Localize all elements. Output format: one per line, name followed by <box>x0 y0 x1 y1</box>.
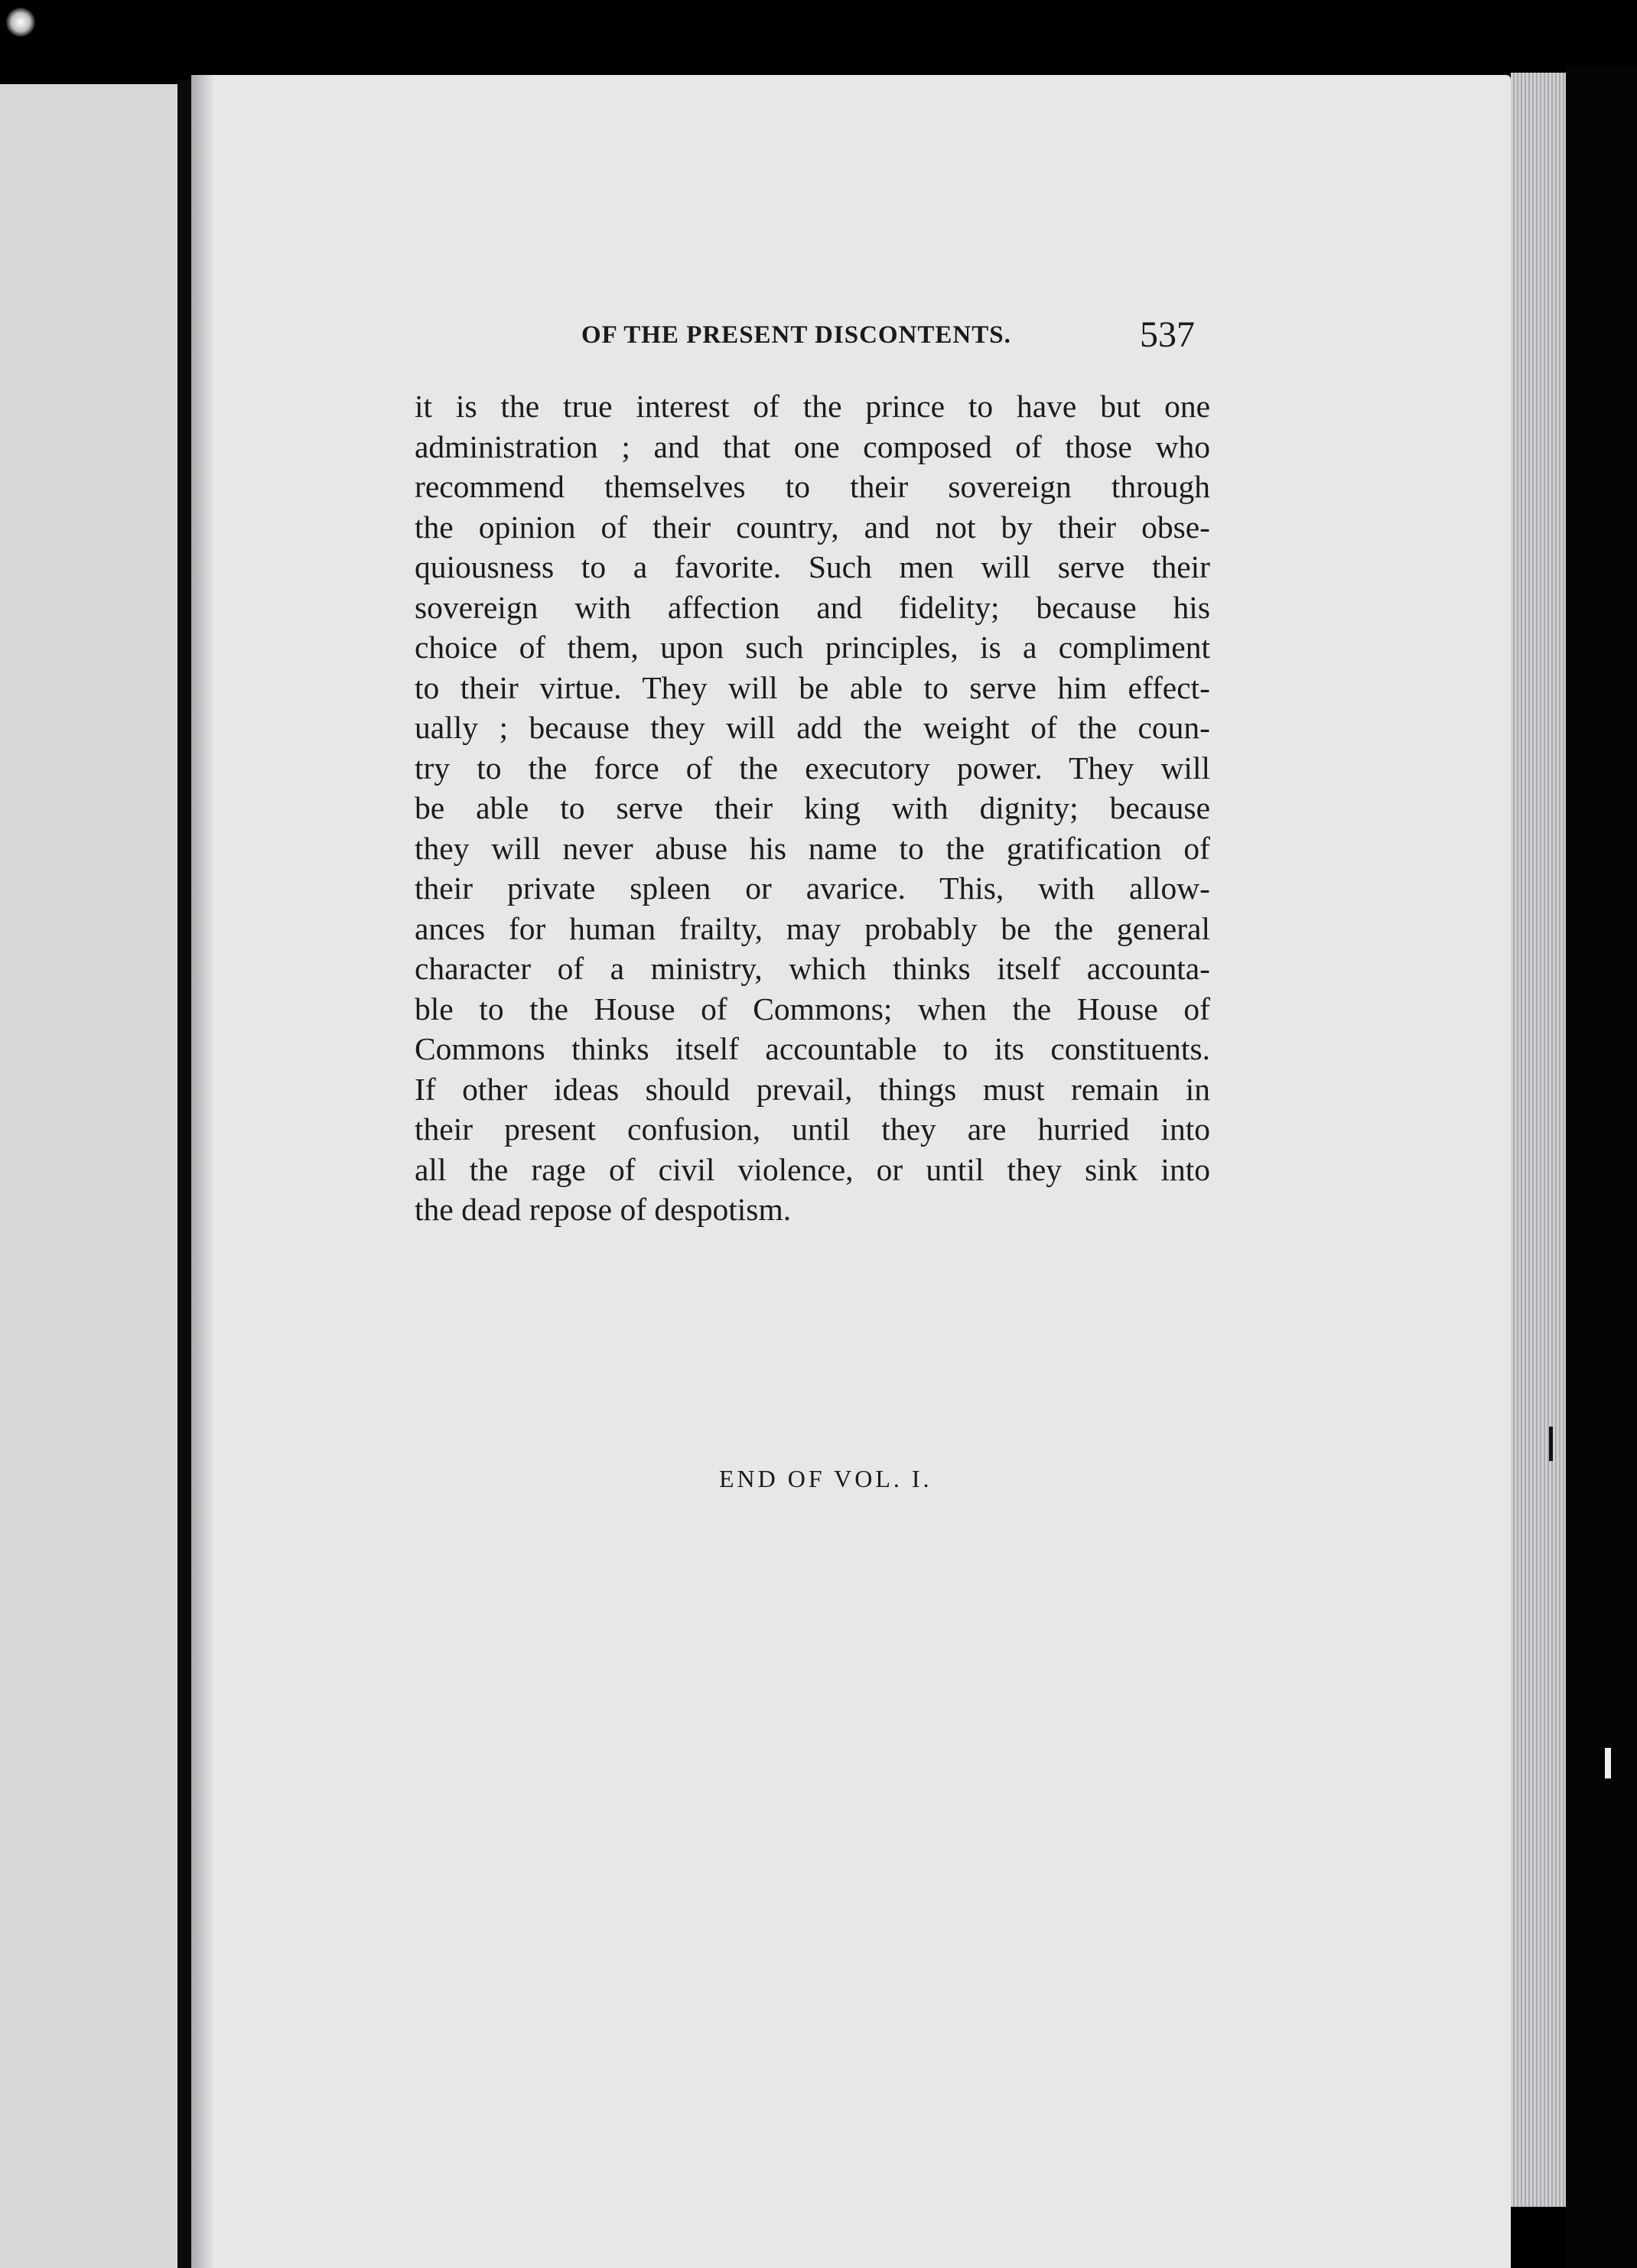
text-line: quiousness to a favorite. Such men will serve their <box>415 549 1210 584</box>
text-line: sovereign with affection and fidelity; because his <box>415 589 1210 625</box>
gutter-shadow <box>191 75 214 2268</box>
page-edges <box>1511 73 1566 2207</box>
text-line: it is the true interest of the prince to have but one <box>415 389 1210 424</box>
text-line: to their virtue. They will be able to serve him effect- <box>415 669 1210 705</box>
text-line: all the rage of civil violence, or until they sink into <box>415 1151 1210 1187</box>
text-line: ually ; because they will add the weight of the coun- <box>415 710 1210 745</box>
text-line: If other ideas should prevail, things must remain in <box>415 1071 1210 1107</box>
text-line: the dead repose of despotism. <box>415 1192 792 1227</box>
text-line: ances for human frailty, may probably be the general <box>415 910 1210 946</box>
book-gutter <box>177 80 191 2268</box>
text-line: ble to the House of Commons; when the House of <box>415 991 1210 1027</box>
scan-background <box>1566 65 1637 2268</box>
text-line: their present confusion, until they are hurried into <box>415 1111 1210 1147</box>
text-line: choice of them, upon such principles, is a compliment <box>415 630 1210 665</box>
light-glare <box>6 8 35 37</box>
scan-artifact <box>1549 1427 1553 1461</box>
text-line: the opinion of their country, and not by their obse- <box>415 509 1210 545</box>
text-line: their private spleen or avarice. This, with allow- <box>415 870 1210 906</box>
end-of-volume-note: END OF VOL. I. <box>719 1465 932 1492</box>
scan-artifact <box>1605 1748 1611 1778</box>
facing-page-edge <box>0 84 177 2268</box>
text-line: try to the force of the executory power. They will <box>415 750 1210 786</box>
text-line: recommend themselves to their sovereign through <box>415 469 1210 504</box>
body-paragraph <box>415 386 1210 1230</box>
text-line: Commons thinks itself accountable to its constituents. <box>415 1031 1210 1066</box>
text-line: administration ; and that one composed of those who <box>415 428 1210 464</box>
text-line: they will never abuse his name to the gratification of <box>415 830 1210 866</box>
text-line: be able to serve their king with dignity; because <box>415 790 1210 825</box>
page-number: 537 <box>1140 314 1195 355</box>
running-title: OF THE PRESENT DISCONTENTS. <box>581 321 1011 349</box>
text-line: character of a ministry, which thinks itself accounta- <box>415 951 1210 986</box>
